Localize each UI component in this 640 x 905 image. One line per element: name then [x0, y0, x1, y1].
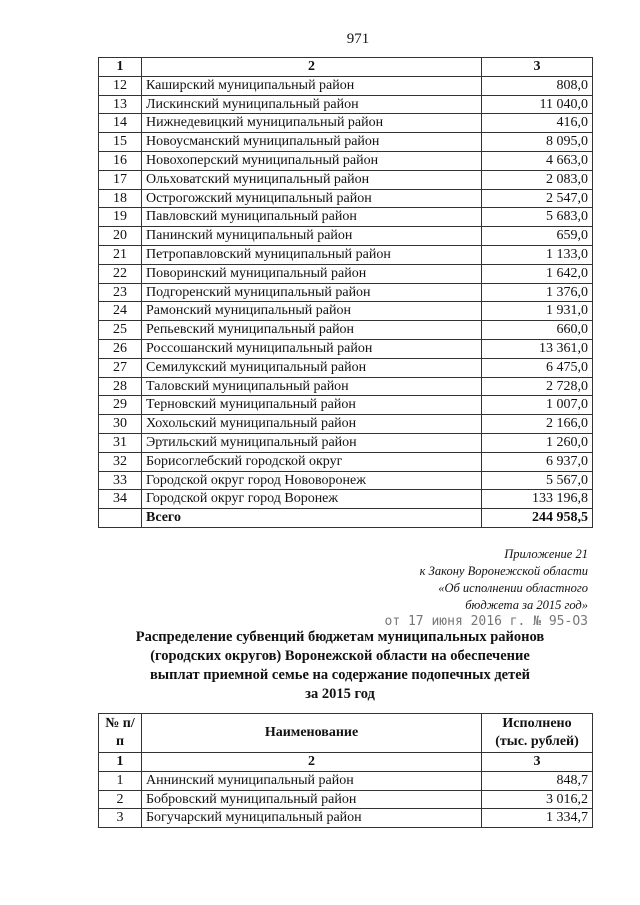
table-row [99, 245, 593, 264]
title-line: (городских округов) Воронежской области на обеспечение [150, 648, 530, 664]
table-row [99, 208, 593, 227]
row-name: Рамонский муниципальный район [142, 302, 482, 321]
row-value: 660,0 [482, 321, 593, 340]
row-number: 15 [99, 133, 142, 152]
table-row [99, 133, 593, 152]
row-number: 2 [99, 790, 142, 809]
row-name: Нижнедевицкий муниципальный район [142, 114, 482, 133]
total-value: 244 958,5 [482, 509, 593, 528]
row-name: Таловский муниципальный район [142, 377, 482, 396]
column-number-row [99, 58, 593, 77]
row-name: Новоусманский муниципальный район [142, 133, 482, 152]
row-value: 659,0 [482, 227, 593, 246]
header-num: № п/п [99, 714, 142, 753]
col-value: 3 [482, 58, 593, 77]
subsidy-table-continued [98, 57, 593, 528]
table-row [99, 490, 593, 509]
table-row [99, 377, 593, 396]
row-value: 1 376,0 [482, 283, 593, 302]
row-name: Эртильский муниципальный район [142, 433, 482, 452]
row-number: 13 [99, 95, 142, 114]
row-number: 23 [99, 283, 142, 302]
row-name: Бобровский муниципальный район [142, 790, 482, 809]
row-name: Павловский муниципальный район [142, 208, 482, 227]
appendix-line: «Об исполнении областного [438, 581, 588, 595]
row-value: 13 361,0 [482, 339, 593, 358]
title-line: Распределение субвенций бюджетам муниципальных районов [135, 629, 545, 645]
row-value: 416,0 [482, 114, 593, 133]
row-value: 2 728,0 [482, 377, 593, 396]
row-number: 28 [99, 377, 142, 396]
row-number: 21 [99, 245, 142, 264]
foster-family-subsidy-table [98, 713, 593, 828]
row-name: Каширский муниципальный район [142, 76, 482, 95]
row-value: 11 040,0 [482, 95, 593, 114]
total-num [99, 509, 142, 528]
table-row [99, 396, 593, 415]
row-name: Лискинский муниципальный район [142, 95, 482, 114]
row-value: 5 683,0 [482, 208, 593, 227]
row-value: 1 642,0 [482, 264, 593, 283]
row-number: 32 [99, 452, 142, 471]
page-number: 971 [346, 31, 370, 47]
title-line: выплат приемной семье на содержание подопечных детей [149, 667, 531, 683]
row-name: Семилукский муниципальный район [142, 358, 482, 377]
row-number: 30 [99, 415, 142, 434]
table-row [99, 415, 593, 434]
row-number: 25 [99, 321, 142, 340]
table-row [99, 227, 593, 246]
row-name: Хохольский муниципальный район [142, 415, 482, 434]
row-number: 18 [99, 189, 142, 208]
row-name: Поворинский муниципальный район [142, 264, 482, 283]
table-row [99, 809, 593, 828]
row-value: 3 016,2 [482, 790, 593, 809]
table-row [99, 771, 593, 790]
row-number: 17 [99, 170, 142, 189]
law-date-stamp: от 17 июня 2016 г. № 95-ОЗ [384, 614, 588, 629]
row-number: 24 [99, 302, 142, 321]
row-value: 1 007,0 [482, 396, 593, 415]
header-row [99, 714, 593, 753]
row-name: Репьевский муниципальный район [142, 321, 482, 340]
table-row [99, 283, 593, 302]
row-value: 2 083,0 [482, 170, 593, 189]
table-row [99, 358, 593, 377]
row-value: 848,7 [482, 771, 593, 790]
row-value: 2 547,0 [482, 189, 593, 208]
col-name: 2 [142, 58, 482, 77]
row-number: 1 [99, 771, 142, 790]
row-value: 808,0 [482, 76, 593, 95]
row-value: 133 196,8 [482, 490, 593, 509]
row-name: Городской округ город Нововоронеж [142, 471, 482, 490]
row-number: 14 [99, 114, 142, 133]
col-value: 3 [482, 753, 593, 772]
table-row [99, 76, 593, 95]
row-value: 8 095,0 [482, 133, 593, 152]
appendix-note [420, 546, 588, 614]
row-value: 1 133,0 [482, 245, 593, 264]
row-name: Аннинский муниципальный район [142, 771, 482, 790]
table-row [99, 452, 593, 471]
table-row [99, 302, 593, 321]
title-line: за 2015 год [305, 686, 375, 702]
header-value: Исполнено (тыс. рублей) [482, 714, 593, 753]
table-row [99, 790, 593, 809]
row-name: Новохоперский муниципальный район [142, 151, 482, 170]
table-row [99, 170, 593, 189]
total-label: Всего [142, 509, 482, 528]
row-number: 27 [99, 358, 142, 377]
row-name: Подгоренский муниципальный район [142, 283, 482, 302]
row-number: 20 [99, 227, 142, 246]
table-row [99, 433, 593, 452]
col-num: 1 [99, 58, 142, 77]
row-value: 1 260,0 [482, 433, 593, 452]
row-value: 2 166,0 [482, 415, 593, 434]
row-number: 31 [99, 433, 142, 452]
section-title [120, 628, 560, 704]
row-name: Городской округ город Воронеж [142, 490, 482, 509]
row-name: Богучарский муниципальный район [142, 809, 482, 828]
table-row [99, 321, 593, 340]
row-name: Петропавловский муниципальный район [142, 245, 482, 264]
row-name: Борисоглебский городской округ [142, 452, 482, 471]
row-number: 34 [99, 490, 142, 509]
row-number: 26 [99, 339, 142, 358]
col-name: 2 [142, 753, 482, 772]
table-row [99, 471, 593, 490]
row-value: 1 931,0 [482, 302, 593, 321]
table-row [99, 189, 593, 208]
row-number: 19 [99, 208, 142, 227]
row-number: 16 [99, 151, 142, 170]
table-row [99, 264, 593, 283]
row-value: 6 475,0 [482, 358, 593, 377]
row-value: 5 567,0 [482, 471, 593, 490]
row-number: 33 [99, 471, 142, 490]
appendix-line: Приложение 21 [504, 547, 588, 561]
row-name: Панинский муниципальный район [142, 227, 482, 246]
row-name: Острогожский муниципальный район [142, 189, 482, 208]
table-row [99, 151, 593, 170]
row-number: 12 [99, 76, 142, 95]
header-name: Наименование [142, 714, 482, 753]
table-row [99, 95, 593, 114]
table-row [99, 339, 593, 358]
row-number: 22 [99, 264, 142, 283]
row-name: Россошанский муниципальный район [142, 339, 482, 358]
appendix-line: к Закону Воронежской области [419, 564, 588, 578]
table-row [99, 114, 593, 133]
row-value: 4 663,0 [482, 151, 593, 170]
total-row [99, 509, 593, 528]
col-num: 1 [99, 753, 142, 772]
row-value: 6 937,0 [482, 452, 593, 471]
row-name: Терновский муниципальный район [142, 396, 482, 415]
row-value: 1 334,7 [482, 809, 593, 828]
column-number-row [99, 753, 593, 772]
row-number: 3 [99, 809, 142, 828]
row-number: 29 [99, 396, 142, 415]
row-name: Ольховатский муниципальный район [142, 170, 482, 189]
appendix-line: бюджета за 2015 год» [465, 598, 588, 612]
